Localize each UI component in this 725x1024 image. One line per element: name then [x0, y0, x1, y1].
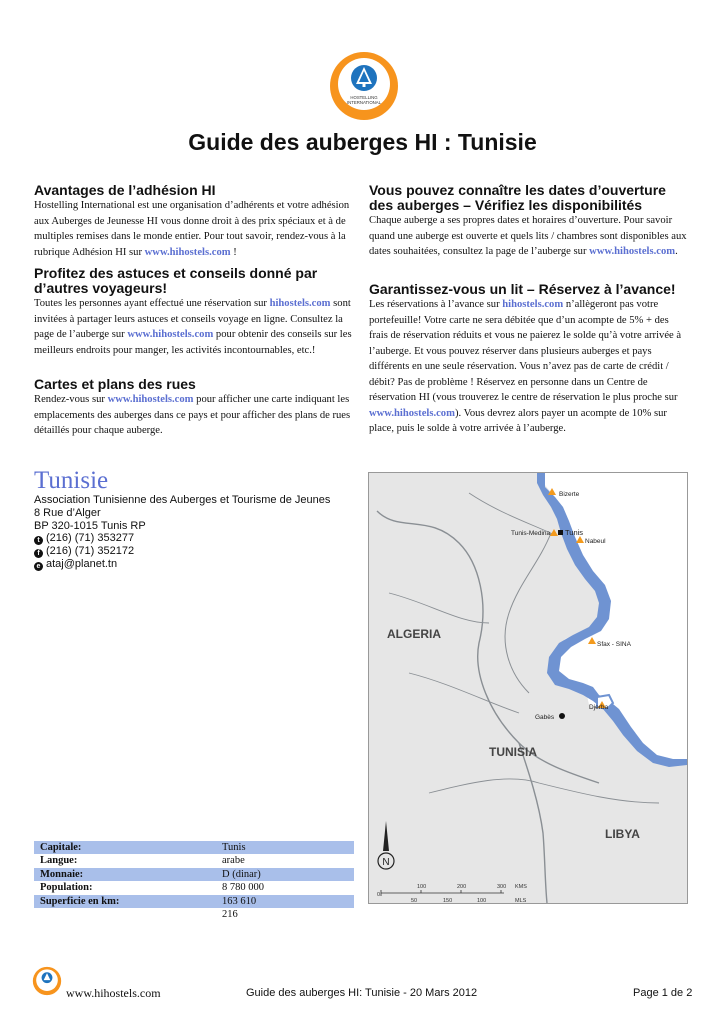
tips-section: Profitez des astuces et conseils donné par d’autres voyageurs! Toutes les personnes ayant effectué une réservation sur hihostels.com sont invitées à partager leurs astuces et conseils voyage en ligne. Consultez la page de l’auberge sur www.hihostels.com pour obtenir des conseils sur les meilleurs endroits pour manger, les activités incontournables, etc.! — [34, 266, 354, 358]
table-row: 216 — [222, 909, 238, 921]
capital-marker — [558, 530, 563, 535]
label-bizerte: Bizerte — [559, 491, 580, 498]
association-name: Association Tunisienne des Auberges et Tourisme de Jeunes — [34, 494, 331, 506]
label-nabeul: Nabeul — [585, 538, 606, 545]
label-sfax: Sfax - SINA — [597, 641, 631, 648]
membership-section: Avantages de l’adhésion HI Hostelling International est une organisation d’adhérents et votre adhésion aux Auberges de Jeunesse HI vous donne droit à des prix spéciaux et à de multiples remises dans le monde entier. Pour tout savoir, rendez-vous à la rubrique Adhésion HI sur www.hihostels.com ! — [34, 183, 354, 260]
hostelling-international-logo-icon — [32, 966, 62, 996]
map-svg — [369, 473, 687, 903]
page-title: Guide des auberges HI : Tunisie — [188, 129, 537, 155]
maps-section: Cartes et plans des rues Rendez-vous sur www.hihostels.com pour afficher une carte indiquant les emplacements des auberges dans ce pays et pour afficher des plans de rues détaillés pour chaque auberge. — [34, 377, 354, 439]
hihostels-link[interactable]: www.hihostels.com — [144, 246, 231, 258]
scale-km-unit: KMS — [515, 884, 527, 890]
label-libya: LIBYA — [605, 827, 640, 841]
scale-mi-150: 150 — [443, 898, 453, 903]
country-facts-table — [34, 841, 354, 921]
email-icon: e — [34, 562, 43, 571]
hihostels-link[interactable]: hihostels.com — [502, 299, 564, 310]
section-heading: Avantages de l’adhésion HI — [34, 182, 216, 198]
section-heading: Profitez des astuces et conseils donné par d’autres voyageurs! — [34, 265, 318, 296]
scale-mi-unit: MLS — [515, 898, 527, 903]
scale-km-200: 200 — [457, 884, 467, 890]
booking-section: Garantissez-vous un lit – Réservez à l’avance! Les réservations à l’avance sur hihostels.com n’allègeront pas votre portefeuille! Votre carte ne sera débitée que d’un acompte de 5% + des frais de réservation réduits et vous ne paierez le solde qu’à votre arrivée à l’auberge. Et vous pouvez réserver dans plusieurs auberges et pays différents en une seule réservation. Vous n’avez pas de carte de crédit / débit? Pas de problème ! Réservez en personne dans un Centre de réservation HI (vous trouverez le centre de réservation le plus proche sur www.hihostels.com). Vous devrez alors payer un acompte de 10% sur place, puis le solde à votre arrivée à l’auberge. — [369, 282, 689, 437]
availability-section: Vous pouvez connaître les dates d’ouverture des auberges – Vérifiez les disponibilités Chaque auberge a ses propres dates et horaires d’ouverture. Pour savoir quand une auberge est ouverte et quels lits / chambres sont disponibles aux dates souhaitées, consultez la page de l’auberge sur www.hihostels.com. — [369, 183, 689, 260]
section-heading: Vous pouvez connaître les dates d’ouverture des auberges – Vérifiez les disponibilités — [369, 182, 666, 213]
hi-logo — [328, 50, 400, 122]
scale-km-100: 100 — [417, 884, 427, 890]
phone-icon: t — [34, 536, 43, 545]
table-row: Superficie en km: 163 610 — [34, 895, 354, 908]
tunisia-map — [368, 472, 688, 904]
table-row: Langue: arabe — [40, 855, 245, 867]
address-line-2: BP 320-1015 Tunis RP — [34, 519, 146, 532]
footer-website[interactable]: www.hihostels.com — [66, 986, 161, 1000]
email-row[interactable]: e ataj@planet.tn — [34, 558, 330, 571]
footer-doc-title: Guide des auberges HI: Tunisie - 20 Mars 2012 — [246, 987, 478, 999]
label-tunisia: TUNISIA — [489, 745, 537, 759]
hihostels-link[interactable]: hihostels.com — [269, 298, 331, 309]
association-address — [34, 494, 330, 571]
section-heading: Cartes et plans des rues — [34, 376, 196, 392]
label-tunis: Tunis — [565, 528, 584, 537]
hihostels-link[interactable]: www.hihostels.com — [107, 394, 194, 405]
table-row: Capitale: Tunis — [34, 841, 354, 854]
table-row: Monnaie: D (dinar) — [34, 868, 354, 881]
label-djerba: Djerba — [589, 704, 609, 711]
phone-row: t (216) (71) 353277 — [34, 532, 330, 545]
hihostels-link[interactable]: www.hihostels.com — [589, 246, 676, 257]
label-gabes: Gabès — [535, 714, 555, 721]
scale-mi-50: 50 — [411, 898, 418, 903]
section-heading: Garantissez-vous un lit – Réservez à l’avance! — [369, 281, 676, 297]
svg-text:HOSTELLING: HOSTELLING — [350, 95, 378, 100]
hihostels-link[interactable]: www.hihostels.com — [127, 329, 214, 340]
address-line-1: 8 Rue d’Alger — [34, 506, 101, 519]
footer-page-number: Page 1 de 2 — [633, 987, 693, 999]
fax-icon: f — [34, 549, 43, 558]
scale-km-300: 300 — [497, 884, 507, 890]
scale-km-0: 0 — [377, 892, 381, 898]
scale-mi-100: 100 — [477, 898, 487, 903]
label-algeria: ALGERIA — [387, 627, 441, 641]
country-name: Tunisie — [34, 467, 109, 494]
footer-logo — [32, 966, 62, 996]
svg-text:N: N — [382, 857, 390, 868]
city-marker-gabes — [559, 713, 565, 719]
hostelling-international-logo-icon — [328, 50, 400, 122]
table-row: Population: 8 780 000 — [40, 882, 264, 894]
label-tunis-medina: Tunis-Medina — [511, 530, 551, 537]
hihostels-link[interactable]: www.hihostels.com — [369, 407, 455, 419]
fax-row: f (216) (71) 352172 — [34, 545, 330, 558]
svg-text:INTERNATIONAL: INTERNATIONAL — [346, 100, 382, 105]
